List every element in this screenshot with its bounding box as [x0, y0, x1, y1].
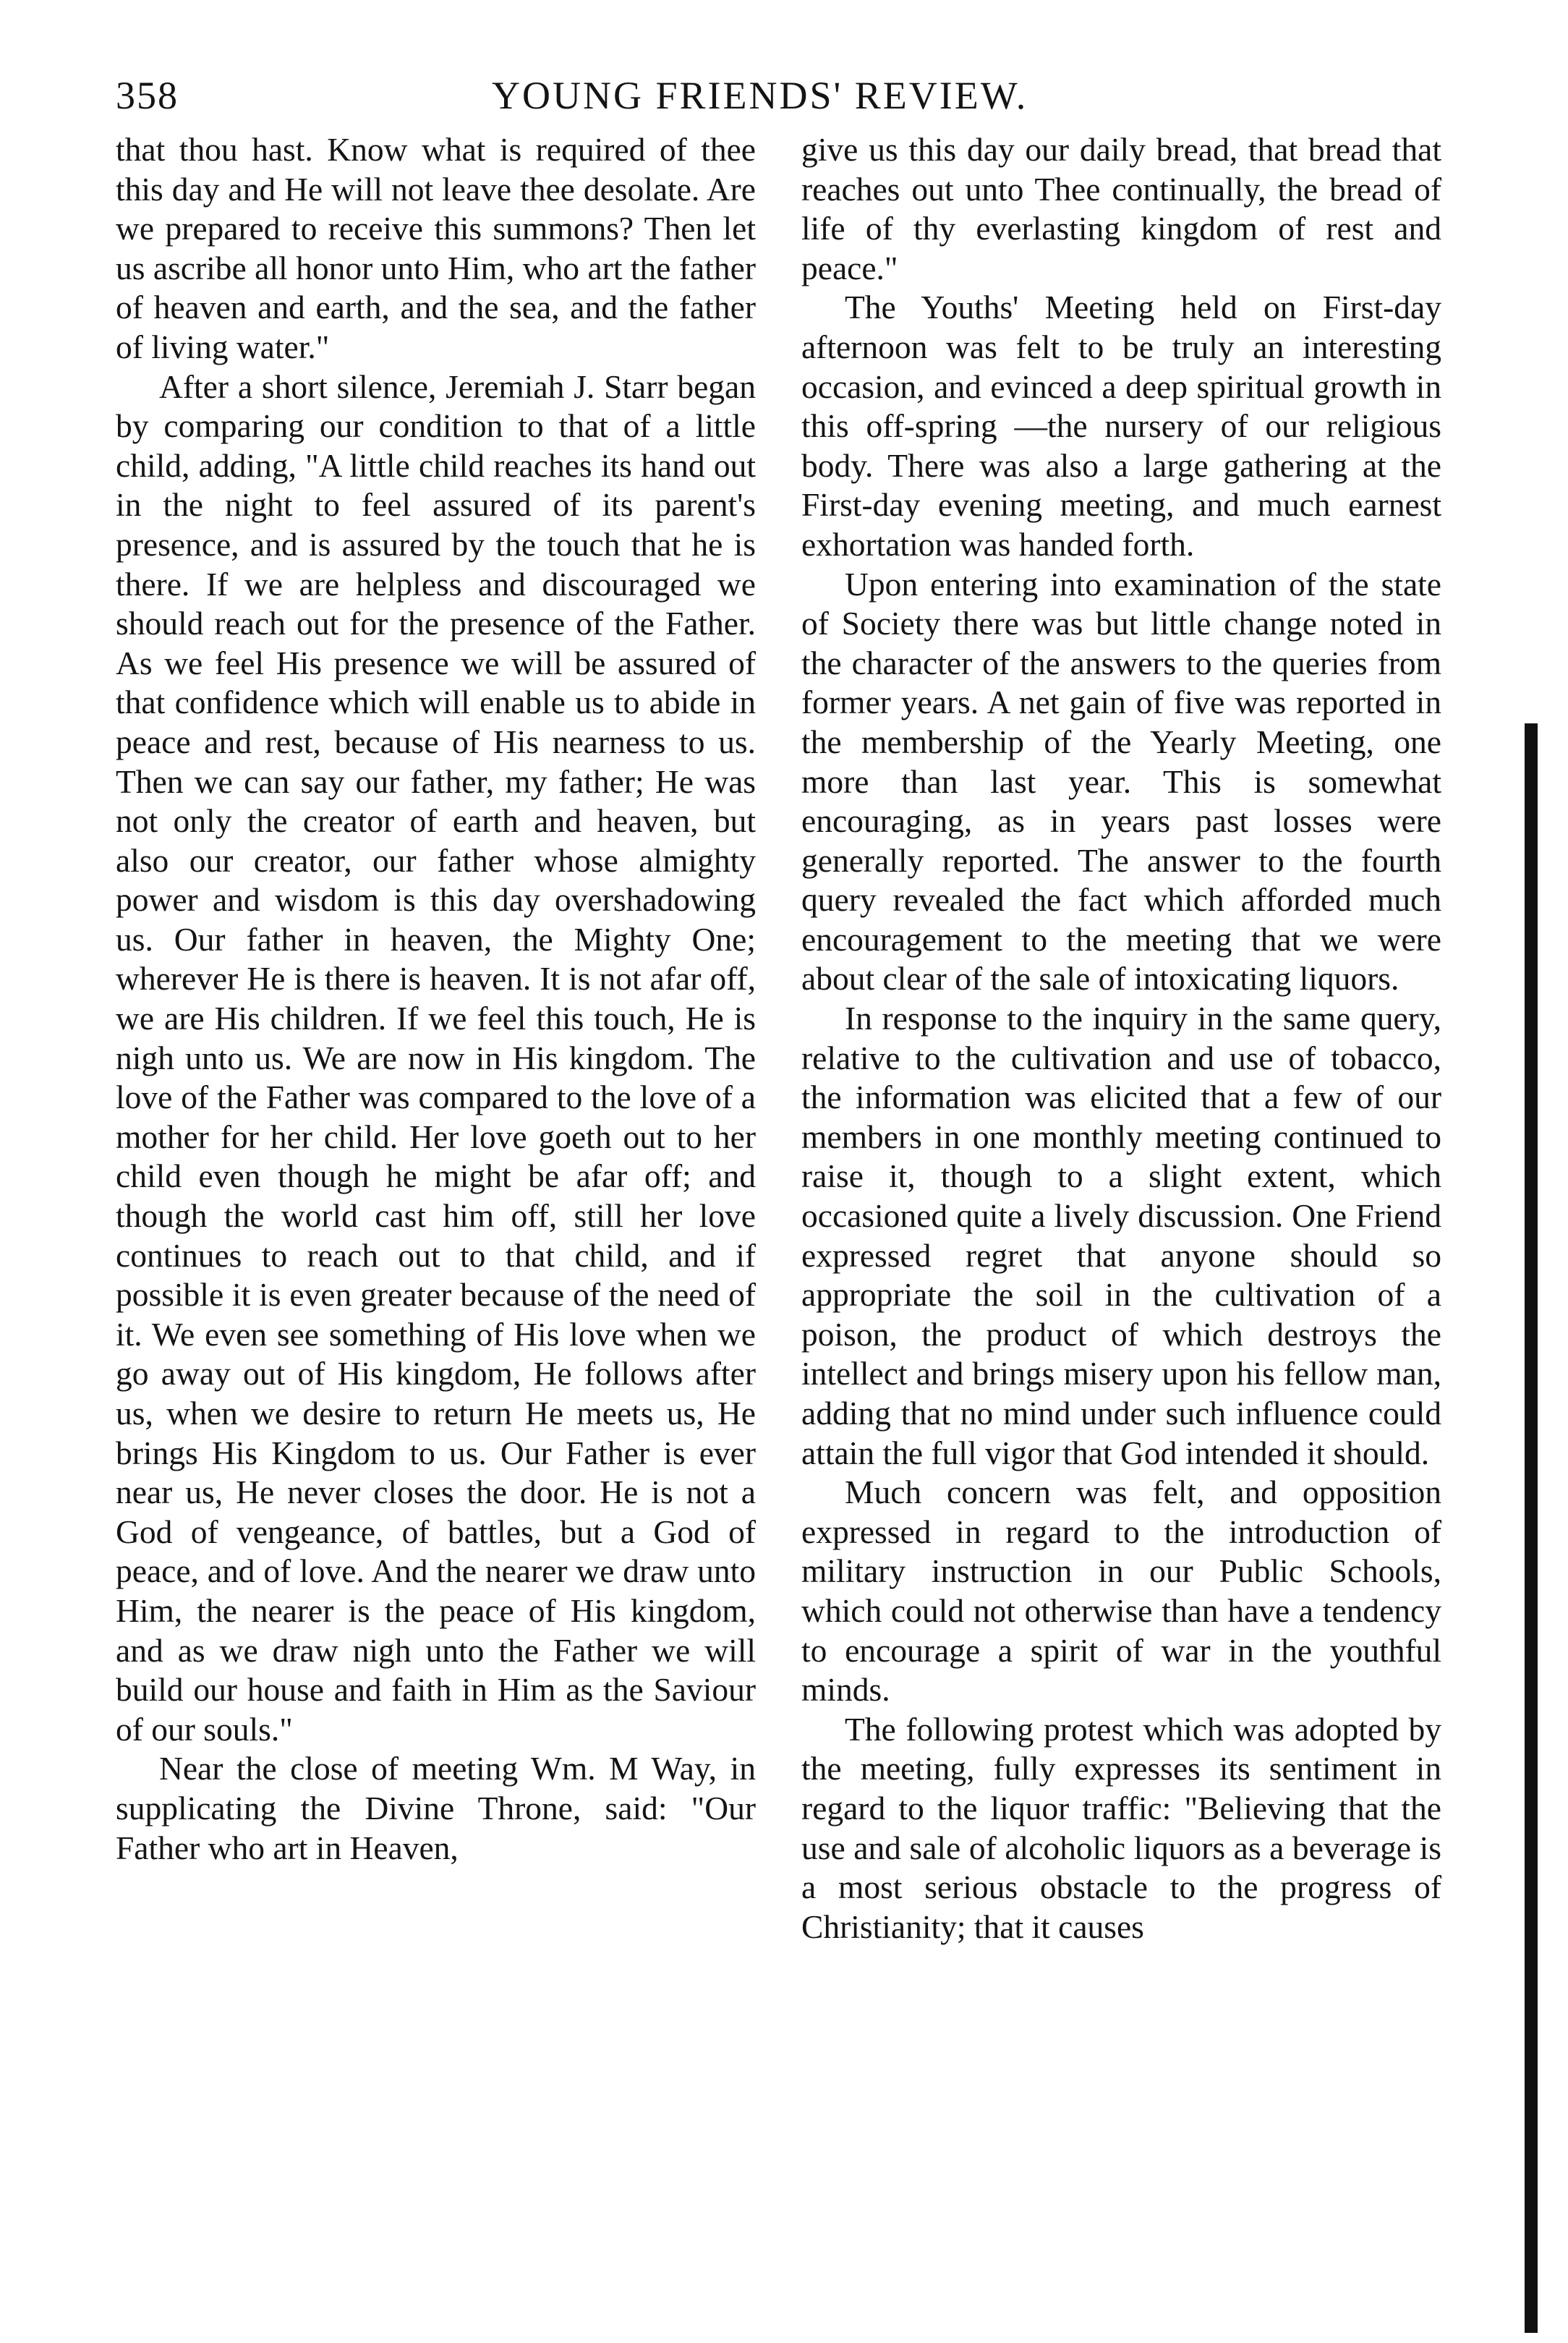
page-number: 358 — [116, 74, 179, 117]
running-title: YOUNG FRIENDS' REVIEW. — [492, 74, 1028, 117]
left-column — [116, 130, 756, 1868]
paragraph: give us this day our daily bread, that bread that reaches out unto Thee continually, the bread of life of thy everlasting kingdom of rest and peace." — [801, 131, 1441, 286]
paragraph: After a short silence, Jeremiah J. Starr began by comparing our condition to that of a little child, adding, "A little child reaches its hand out in the night to feel assured of its parent's presence, and is assured by the touch that he is there. If we are helpless and discouraged we should reach out for the presence of the Father. As we feel His presence we will be assured of that confidence which will enable us to abide in peace and rest, because of His nearness to us. Then we can say our father, my father; He was not only the creator of earth and heaven, but also our creator, our father whose almighty power and wisdom is this day overshadowing us. Our father in heaven, the Mighty One; wherever He is there is heaven. It is not afar off, we are His children. If we feel this touch, He is nigh unto us. We are now in His kingdom. The love of the Father was compared to the love of a mother for her child. Her love goeth out to her child even though he might be afar off; and though the world cast him off, still her love continues to reach out to that child, and if possible it is even greater because of the need of it. We even see something of His love when we go away out of His kingdom, He follows after us, when we desire to return He meets us, He brings His Kingdom to us. Our Father is ever near us, He never closes the door. He is not a God of vengeance, of battles, but a God of peace, and of love. And the nearer we draw unto Him, the nearer is the peace of His kingdom, and as we draw nigh unto the Father we will build our house and faith in Him as the Saviour of our souls." — [116, 367, 756, 1748]
paragraph: The Youths' Meeting held on First-day afternoon was felt to be truly an interesting occasion, and evinced a deep spiritual growth in this off-spring —the nursery of our religious body. There was also a large gathering at the First-day evening meeting, and much earnest exhortation was handed forth. — [801, 289, 1441, 563]
paragraph: Near the close of meeting Wm. M Way, in supplicating the Divine Throne, said: "Our Father who art in Heaven, — [116, 1750, 756, 1866]
page-header — [116, 67, 1461, 124]
margin-rule — [1525, 723, 1538, 2333]
paragraph: Upon entering into examination of the state of Society there was but little change noted in the character of the answers to the queries from former years. A net gain of five was reported in the membership of the Yearly Meeting, one more than last year. This is somewhat encouraging, as in years past losses were generally reported. The answer to the fourth query revealed the fact which afforded much encouragement to the meeting that we were about clear of the sale of intoxicating liquors. — [801, 565, 1441, 998]
paragraph: In response to the inquiry in the same query, relative to the cultivation and use of tobacco, the information was elicited that a few of our members in one monthly meeting continued to raise it, though to a slight extent, which occasioned quite a lively discussion. One Friend expressed regret that anyone should so appropriate the soil in the cultivation of a poison, the product of which destroys the intellect and brings misery upon his fellow man, adding that no mind under such influence could attain the full vigor that God intended it should. — [801, 1000, 1441, 1471]
paragraph: Much concern was felt, and opposition expressed in regard to the introduction of military instruction in our Public Schools, which could not otherwise than have a tendency to encourage a spirit of war in the youthful minds. — [801, 1474, 1441, 1709]
right-column — [801, 130, 1441, 1947]
paragraph: that thou hast. Know what is required of thee this day and He will not leave thee desolate. Are we prepared to receive this summons? Then let us ascribe all honor unto Him, who art the father of heaven and earth, and the sea, and the father of living water." — [116, 131, 756, 365]
paragraph: The following protest which was adopted by the meeting, fully expresses its sentiment in regard to the liquor traffic: "Believing that the use and sale of alcoholic liquors as a beverage is a most serious obstacle to the progress of Christianity; that it causes — [801, 1710, 1441, 1945]
